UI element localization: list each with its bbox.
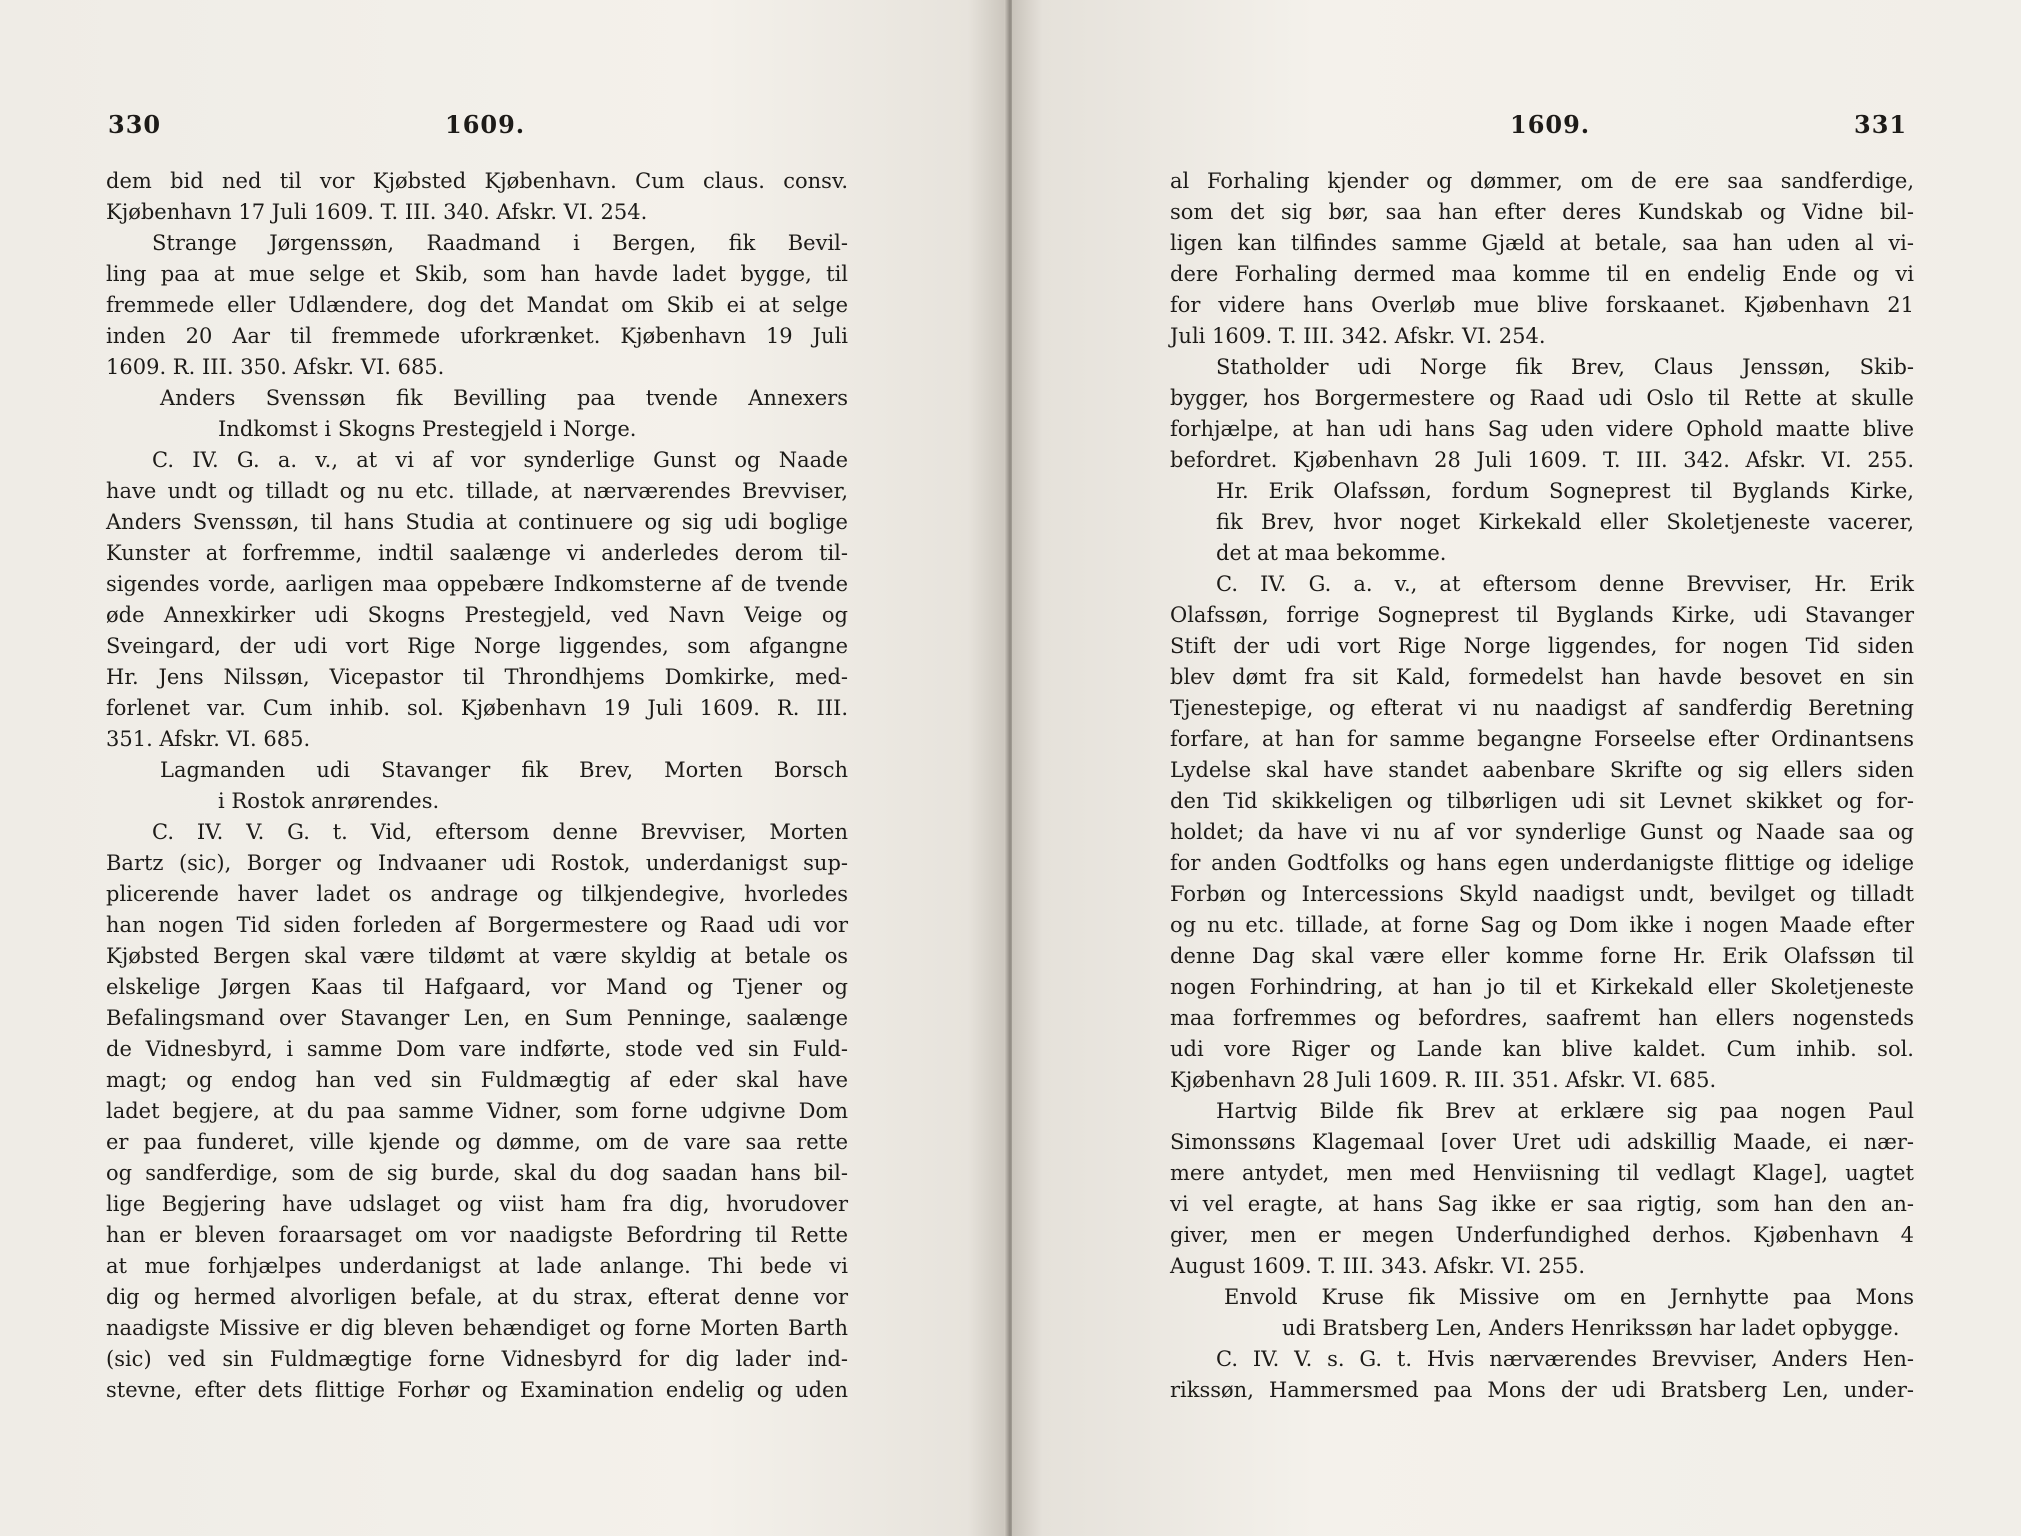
text-line: dem bid ned til vor Kjøbsted Kjøbenhavn. Cum claus. consv.	[106, 169, 848, 193]
text-line: Strange Jørgenssøn, Raadmand i Bergen, fik Bevil-	[152, 231, 848, 255]
text-line: Simonssøns Klagemaal [over Uret udi adskillig Maade, ei nær-	[1170, 1130, 1914, 1154]
page-number: 330	[108, 110, 162, 139]
text-line: plicerende haver ladet os andrage og tilkjendegive, hvorledes	[106, 882, 848, 906]
text-line: fik Brev, hvor noget Kirkekald eller Skoletjeneste vacerer,	[1216, 510, 1914, 534]
text-line: Anders Svenssøn, til hans Studia at continuere og sig udi boglige	[106, 510, 848, 534]
left-text-block	[106, 166, 848, 1406]
text-line: maa forfremmes og befordres, saafremt han ellers nogensteds	[1170, 1006, 1914, 1030]
text-line: C. IV. V. G. t. Vid, eftersom denne Brevviser, Morten	[152, 820, 848, 844]
text-line: Indkomst i Skogns Prestegjeld i Norge.	[218, 417, 637, 441]
text-line: have undt og tilladt og nu etc. tillade, at nærværendes Brevviser,	[106, 479, 848, 503]
right-text-block	[1170, 166, 1914, 1406]
text-line: stevne, efter dets flittige Forhør og Examination endelig og uden	[106, 1378, 848, 1402]
text-line: C. IV. V. s. G. t. Hvis nærværendes Brevviser, Anders Hen-	[1216, 1347, 1914, 1371]
running-head-year: 1609.	[1510, 110, 1591, 139]
right-page	[1012, 0, 2021, 1536]
text-line: de Vidnesbyrd, i samme Dom vare indførte, stode ved sin Fuld-	[106, 1037, 848, 1061]
text-line: det at maa bekomme.	[1216, 541, 1447, 565]
text-line: Kjøbsted Bergen skal være tildømt at være skyldig at betale os	[106, 944, 848, 968]
text-line: holdet; da have vi nu af vor synderlige Gunst og Naade saa og	[1170, 820, 1914, 844]
text-line: Stift der udi vort Rige Norge liggendes, for nogen Tid siden	[1170, 634, 1914, 658]
text-line: sigendes vorde, aarligen maa oppebære Indkomsterne af de tvende	[106, 572, 848, 596]
text-line: al Forhaling kjender og dømmer, om de ere saa sandferdige,	[1170, 169, 1914, 193]
text-line: inden 20 Aar til fremmede uforkrænket. Kjøbenhavn 19 Juli	[106, 324, 848, 348]
text-line: øde Annexkirker udi Skogns Prestegjeld, ved Navn Veige og	[106, 603, 848, 627]
text-line: og nu etc. tillade, at forne Sag og Dom ikke i nogen Maade efter	[1170, 913, 1914, 937]
text-line: forlenet var. Cum inhib. sol. Kjøbenhavn 19 Juli 1609. R. III.	[106, 696, 848, 720]
text-line: befordret. Kjøbenhavn 28 Juli 1609. T. III. 342. Afskr. VI. 255.	[1170, 448, 1914, 472]
running-head-year: 1609.	[445, 110, 526, 139]
text-line: Kunster at forfremme, indtil saalænge vi anderledes derom til-	[106, 541, 848, 565]
text-line: 1609. R. III. 350. Afskr. VI. 685.	[106, 355, 445, 379]
text-line: Hr. Erik Olafssøn, fordum Sogneprest til Byglands Kirke,	[1216, 479, 1914, 503]
text-line: C. IV. G. a. v., at eftersom denne Brevviser, Hr. Erik	[1216, 572, 1914, 596]
text-line: ladet begjere, at du paa samme Vidner, som forne udgivne Dom	[106, 1099, 848, 1123]
text-line: vi vel eragte, at hans Sag ikke er saa rigtig, som han den an-	[1170, 1192, 1914, 1216]
text-line: at mue forhjælpes underdanigst at lade anlange. Thi bede vi	[106, 1254, 848, 1278]
text-line: elskelige Jørgen Kaas til Hafgaard, vor Mand og Tjener og	[106, 975, 848, 999]
text-line: for videre hans Overløb mue blive forskaanet. Kjøbenhavn 21	[1170, 293, 1914, 317]
text-line: 351. Afskr. VI. 685.	[106, 727, 311, 751]
text-line: magt; og endog han ved sin Fuldmægtig af eder skal have	[106, 1068, 848, 1092]
text-line: August 1609. T. III. 343. Afskr. VI. 255.	[1170, 1254, 1586, 1278]
text-line: i Rostok anrørendes.	[218, 789, 440, 813]
text-line: nogen Forhindring, at han jo til et Kirkekald eller Skoletjeneste	[1170, 975, 1914, 999]
text-line: giver, men er megen Underfundighed derhos. Kjøbenhavn 4	[1170, 1223, 1914, 1247]
text-line: naadigste Missive er dig bleven behændiget og forne Morten Barth	[106, 1316, 848, 1340]
page-number: 331	[1854, 110, 1908, 139]
text-line: udi vore Riger og Lande kan blive kaldet. Cum inhib. sol.	[1170, 1037, 1914, 1061]
text-line: ligen kan tilfindes samme Gjæld at betale, saa han uden al vi-	[1170, 231, 1914, 255]
text-line: han nogen Tid siden forleden af Borgermestere og Raad udi vor	[106, 913, 848, 937]
text-line: Anders Svenssøn fik Bevilling paa tvende Annexers	[160, 386, 848, 410]
text-line: Sveingard, der udi vort Rige Norge liggendes, som afgangne	[106, 634, 848, 658]
text-line: den Tid skikkeligen og tilbørligen udi sit Levnet skikket og for-	[1170, 789, 1914, 813]
text-line: bygger, hos Borgermestere og Raad udi Oslo til Rette at skulle	[1170, 386, 1914, 410]
text-line: forfare, at han for samme begangne Forseelse efter Ordinantsens	[1170, 727, 1914, 751]
text-line: Lydelse skal have standet aabenbare Skrifte og sig ellers siden	[1170, 758, 1914, 782]
text-line: blev dømt fra sit Kald, formedelst han havde besovet en sin	[1170, 665, 1914, 689]
text-line: han er bleven foraarsaget om vor naadigste Befordring til Rette	[106, 1223, 848, 1247]
text-line: Befalingsmand over Stavanger Len, en Sum Penninge, saalænge	[106, 1006, 848, 1030]
text-line: fremmede eller Udlændere, dog det Mandat om Skib ei at selge	[106, 293, 848, 317]
text-line: lige Begjering have udslaget og viist ham fra dig, hvorudover	[106, 1192, 848, 1216]
left-page	[0, 0, 1008, 1536]
text-line: Lagmanden udi Stavanger fik Brev, Morten Borsch	[160, 758, 848, 782]
text-line: (sic) ved sin Fuldmægtige forne Vidnesbyrd for dig lader ind-	[106, 1347, 848, 1371]
text-line: Kjøbenhavn 28 Juli 1609. R. III. 351. Afskr. VI. 685.	[1170, 1068, 1717, 1092]
text-line: ling paa at mue selge et Skib, som han havde ladet bygge, til	[106, 262, 848, 286]
text-line: Envold Kruse fik Missive om en Jernhytte paa Mons	[1224, 1285, 1914, 1309]
text-line: Hartvig Bilde fik Brev at erklære sig paa nogen Paul	[1216, 1099, 1914, 1123]
text-line: dere Forhaling dermed maa komme til en endelig Ende og vi	[1170, 262, 1914, 286]
text-line: dig og hermed alvorligen befale, at du strax, efterat denne vor	[106, 1285, 848, 1309]
text-line: er paa funderet, ville kjende og dømme, om de vare saa rette	[106, 1130, 848, 1154]
text-line: Forbøn og Intercessions Skyld naadigst undt, bevilget og tilladt	[1170, 882, 1914, 906]
text-line: Kjøbenhavn 17 Juli 1609. T. III. 340. Afskr. VI. 254.	[106, 200, 648, 224]
text-line: forhjælpe, at han udi hans Sag uden videre Ophold maatte blive	[1170, 417, 1914, 441]
text-line: som det sig bør, saa han efter deres Kundskab og Vidne bil-	[1170, 200, 1914, 224]
text-line: Statholder udi Norge fik Brev, Claus Jenssøn, Skib-	[1216, 355, 1914, 379]
text-line: Olafssøn, forrige Sogneprest til Byglands Kirke, udi Stavanger	[1170, 603, 1914, 627]
text-line: Tjenestepige, og efterat vi nu naadigst af sandferdig Beretning	[1170, 696, 1914, 720]
text-line: mere antydet, men med Henviisning til vedlagt Klage], uagtet	[1170, 1161, 1914, 1185]
text-line: C. IV. G. a. v., at vi af vor synderlige Gunst og Naade	[152, 448, 848, 472]
text-line: Bartz (sic), Borger og Indvaaner udi Rostok, underdanigst sup-	[106, 851, 848, 875]
text-line: denne Dag skal være eller komme forne Hr. Erik Olafssøn til	[1170, 944, 1914, 968]
text-line: Hr. Jens Nilssøn, Vicepastor til Throndhjems Domkirke, med-	[106, 665, 848, 689]
text-line: for anden Godtfolks og hans egen underdanigste flittige og idelige	[1170, 851, 1914, 875]
text-line: rikssøn, Hammersmed paa Mons der udi Bratsberg Len, under-	[1170, 1378, 1914, 1402]
text-line: og sandferdige, som de sig burde, skal du dog saadan hans bil-	[106, 1161, 848, 1185]
text-line: udi Bratsberg Len, Anders Henrikssøn har ladet opbygge.	[1282, 1316, 1900, 1340]
text-line: Juli 1609. T. III. 342. Afskr. VI. 254.	[1170, 324, 1546, 348]
